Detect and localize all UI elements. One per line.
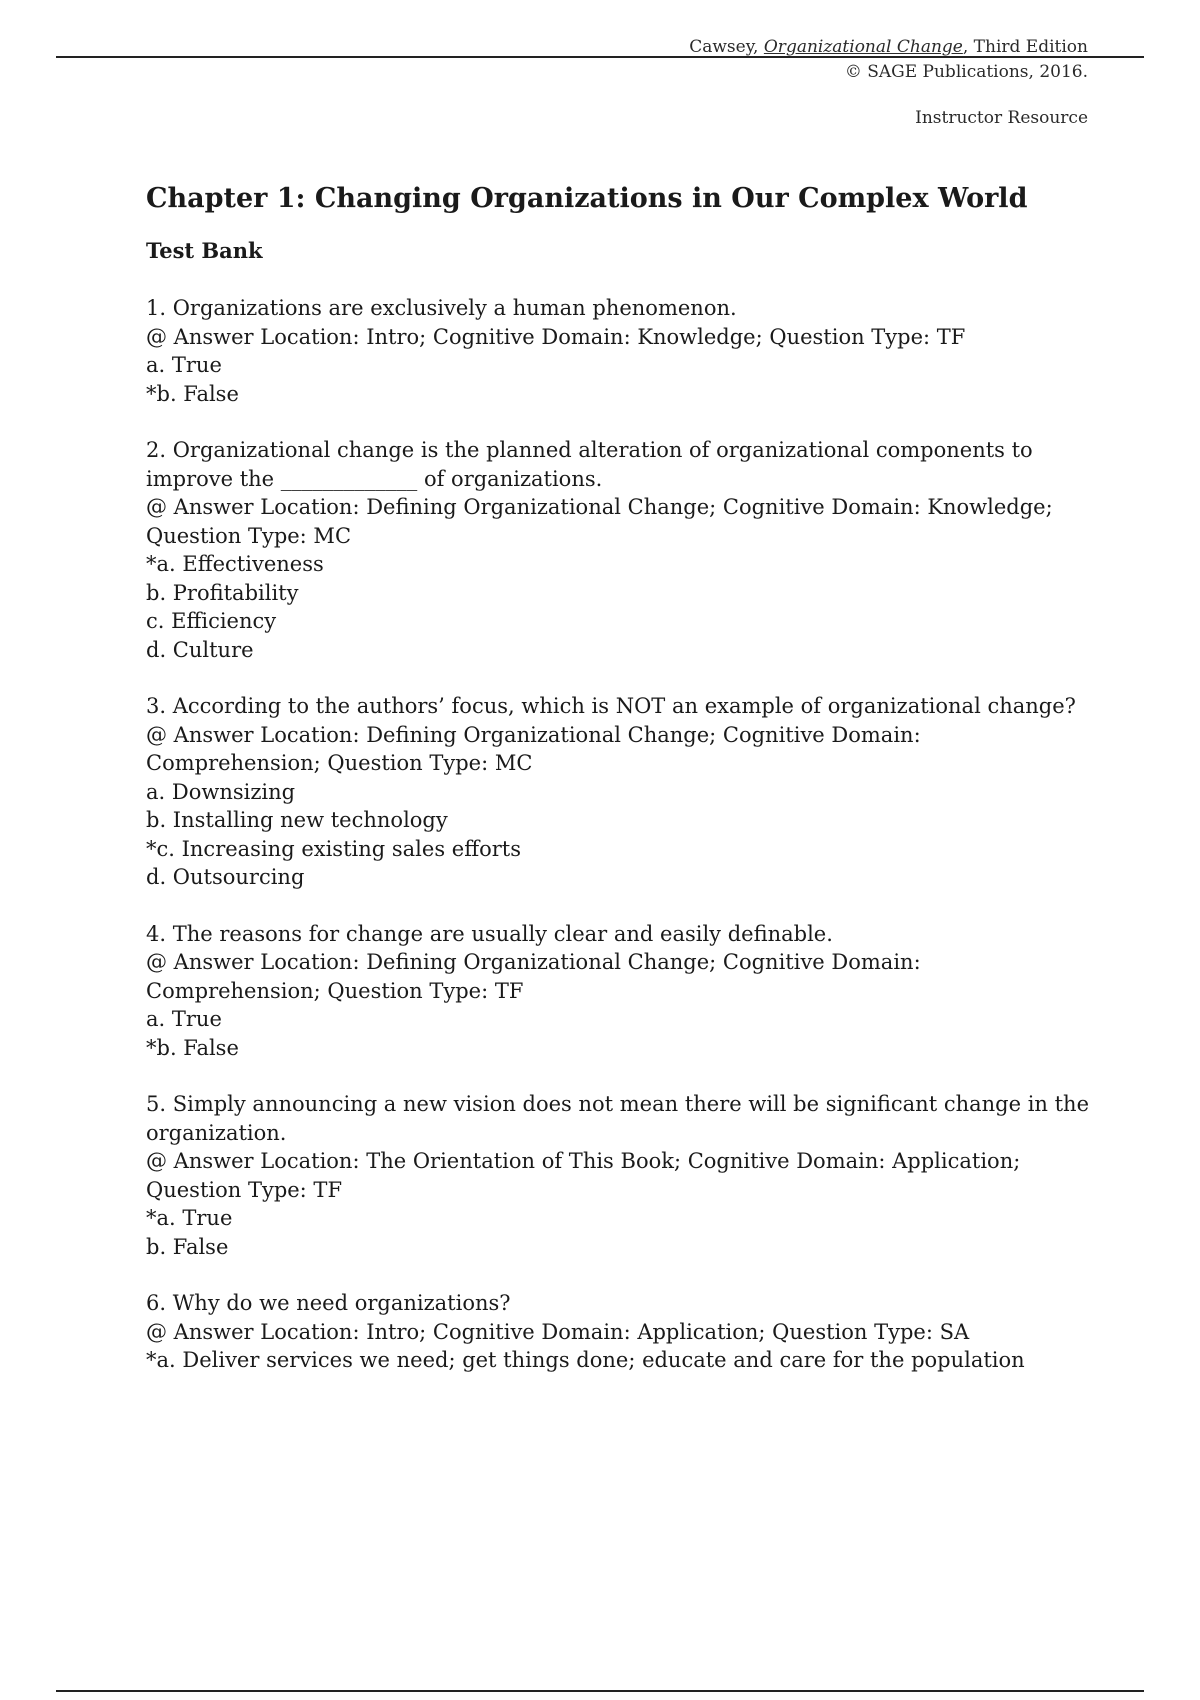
answer-option: a. Downsizing [146,779,296,804]
question-meta: @ Answer Location: Intro; Cognitive Domain: Application; Question Type: SA [146,1319,970,1344]
answer-option: a. True [146,1007,222,1031]
footer-rule [56,1690,1144,1692]
question-meta: @ Answer Location: Defining Organizational Change; Cognitive Domain: Knowledge; Question Type: MC [146,495,1053,548]
header-resource-label: Instructor Resource [915,108,1088,128]
header-book-title: Organizational Change [763,37,963,57]
answer-option: *a. True [146,1206,233,1230]
answer-option: *a. Deliver services we need; get things done; educate and care for the population [146,1348,1025,1372]
question-meta: @ Answer Location: The Orientation of This Book; Cognitive Domain: Application; Question Type: TF [146,1149,1021,1202]
answer-option: d. Culture [146,637,254,662]
answer-option: b. False [146,1234,229,1259]
header-book-citation [689,37,1088,57]
question-2 [146,436,1096,664]
question-stem: 5. Simply announcing a new vision does not mean there will be significant change in the organization. [146,1092,1090,1145]
header-edition: , Third Edition [962,37,1088,57]
question-stem: 3. According to the authors’ focus, which is NOT an example of organizational change? [146,694,1076,718]
section-title: Test Bank [146,238,263,263]
answer-option: *c. Increasing existing sales efforts [146,836,522,861]
answer-option: c. Efficiency [146,609,277,633]
answer-option: a. True [146,353,222,377]
document-body [146,180,1096,1375]
question-stem: 2. Organizational change is the planned alteration of organizational components to improve the _____________ of organizations. [146,438,1033,491]
header-author: Cawsey, [689,37,764,57]
question-stem: 6. Why do we need organizations? [146,1291,511,1315]
question-stem: 1. Organizations are exclusively a human phenomenon. [146,296,737,320]
question-meta: @ Answer Location: Defining Organizational Change; Cognitive Domain: Comprehension; Question Type: MC [146,722,921,775]
question-stem: 4. The reasons for change are usually clear and easily definable. [146,921,833,946]
question-4 [146,920,1096,1063]
chapter-title: Chapter 1: Changing Organizations in Our Complex World [146,183,1028,214]
answer-option: *a. Effectiveness [146,552,324,576]
answer-option: *b. False [146,1035,239,1060]
question-meta: @ Answer Location: Intro; Cognitive Domain: Knowledge; Question Type: TF [146,324,966,349]
header-copyright: © SAGE Publications, 2016. [844,62,1088,82]
question-5 [146,1090,1096,1261]
answer-option: b. Profitability [146,580,299,605]
question-1 [146,294,1096,408]
question-6 [146,1289,1096,1375]
question-meta: @ Answer Location: Defining Organizational Change; Cognitive Domain: Comprehension; Question Type: TF [146,950,921,1003]
answer-option: d. Outsourcing [146,865,305,889]
answer-option: *b. False [146,381,239,406]
answer-option: b. Installing new technology [146,808,448,832]
question-3 [146,692,1096,892]
